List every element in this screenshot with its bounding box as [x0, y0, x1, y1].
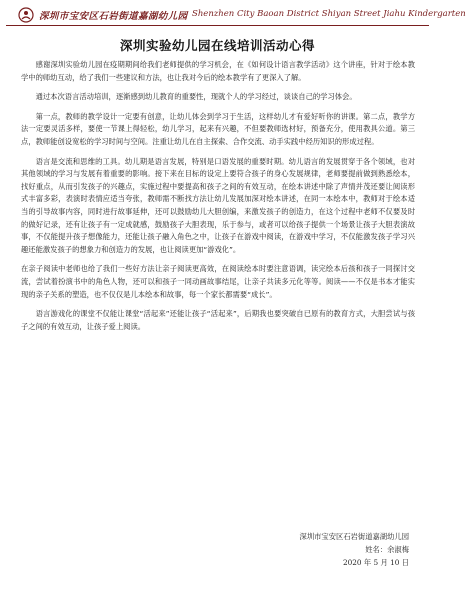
school-name-english: Shenzhen City Baoan District Shiyan Street Jiahu Kindergarten	[192, 9, 466, 19]
paragraph-conclusion: 语言游戏化的课堂不仅能让课堂“活起来”还能让孩子“活起来”，后期我也要突破自已原有的教育方式，大胆尝试与孩子之间的有效互动，让孩子爱上阅读。	[21, 309, 415, 331]
kindergarten-logo-icon	[18, 7, 34, 23]
signature-date: 2020 年 5 月 10 日	[343, 557, 409, 567]
paragraph-language-development: 语言是交流和思维的工具。幼儿期是语言发展，特别是口语发展的重要时期。幼儿语言的发展贯穿于各个领域，也对其他领域的学习与发展有着重要的影响。接下来在目标的设定上要符合孩子的身心发展规律，老师要提前做到熟悉绘本，找好重点，从而引发孩子的兴趣点，实施过程中要提高和孩子之间的有效互动，在绘本讲述中除了声情并茂还要让阅读形式丰富多彩，表演时表情应适当夸张，教师需不断找方法让幼儿发展加深对绘本讲述，在同一本绘本中，教师对于绘本适当的引导故事内容，同时进行故事延伸，还可以鼓励幼儿大胆创编，来激发孩子的创造力，在这个过程中老师不仅要及时的做好记录，还有让孩子有一定成就感，鼓励孩子大胆表现，乐于参与，或者可以给孩子提供一个场景让孩子大胆表演故事，不仅能提升孩子想像能力，还能让孩子融入角色之中，让孩子在游戏中阅读，在游戏中学习，不仅能激发孩子学习兴趣还能激发孩子的想象力和创造力的发展，也让阅读更加“游戏化”。	[21, 156, 415, 254]
letterhead	[6, 3, 466, 26]
signature-organization: 深圳市宝安区石岩街道嘉湖幼儿园	[299, 532, 409, 541]
document-title: 深圳实验幼儿园在线培训活动心得	[119, 38, 315, 53]
document-body	[21, 59, 415, 340]
paragraph-reflection: 通过本次语言活动培训，逐渐感到幼儿教育的重要性，现就个人的学习经过，谈谈自己的学习体会。	[35, 92, 357, 102]
paragraph-parent-child-reading: 在亲子阅读中老师也给了我们一些好方法让亲子阅读更高效，在阅读绘本时要注意语调，读完绘本后孩和孩子一同探讨交流，尝试着扮演书中的角色人物，还可以和孩子一同动画故事结尾，让亲子共读多元化等等。阅读——不仅是书本才能实现的亲子关系的塑造，也不仅仅是儿本绘本和故事，每一个家长都需要“成长”。	[21, 264, 415, 299]
paragraph-intro: 感谢深圳实验幼儿园在疫期期间给我们老师提供的学习机会，在《如何设计语言教学活动》这个讲座，针对于绘本教学中的师幼互动，给了我们一些建议和方法，也让我对今后的绘本教学有了更深入了解。	[21, 60, 415, 82]
signature-name: 姓名：余淑梅	[365, 544, 409, 554]
school-name-chinese: 深圳市宝安区石岩街道嘉湖幼儿园	[39, 11, 188, 22]
paragraph-teaching-points: 第一点，教师的教学设计一定要有创意，让幼儿体会到学习于生活，这样幼儿才有爱好听你的讲课。第二点，教学方法一定要灵活多样，要使一节课上得轻松，幼儿学习，起来有兴趣，不但要教师选材好，预备充分，使用教具公道。第三点，教师能创设宽松的学习时间与空间。注重让幼儿在自主探索、合作交流、动手实践中经历知识的形成过程。	[21, 111, 415, 146]
signature-block	[300, 531, 409, 569]
